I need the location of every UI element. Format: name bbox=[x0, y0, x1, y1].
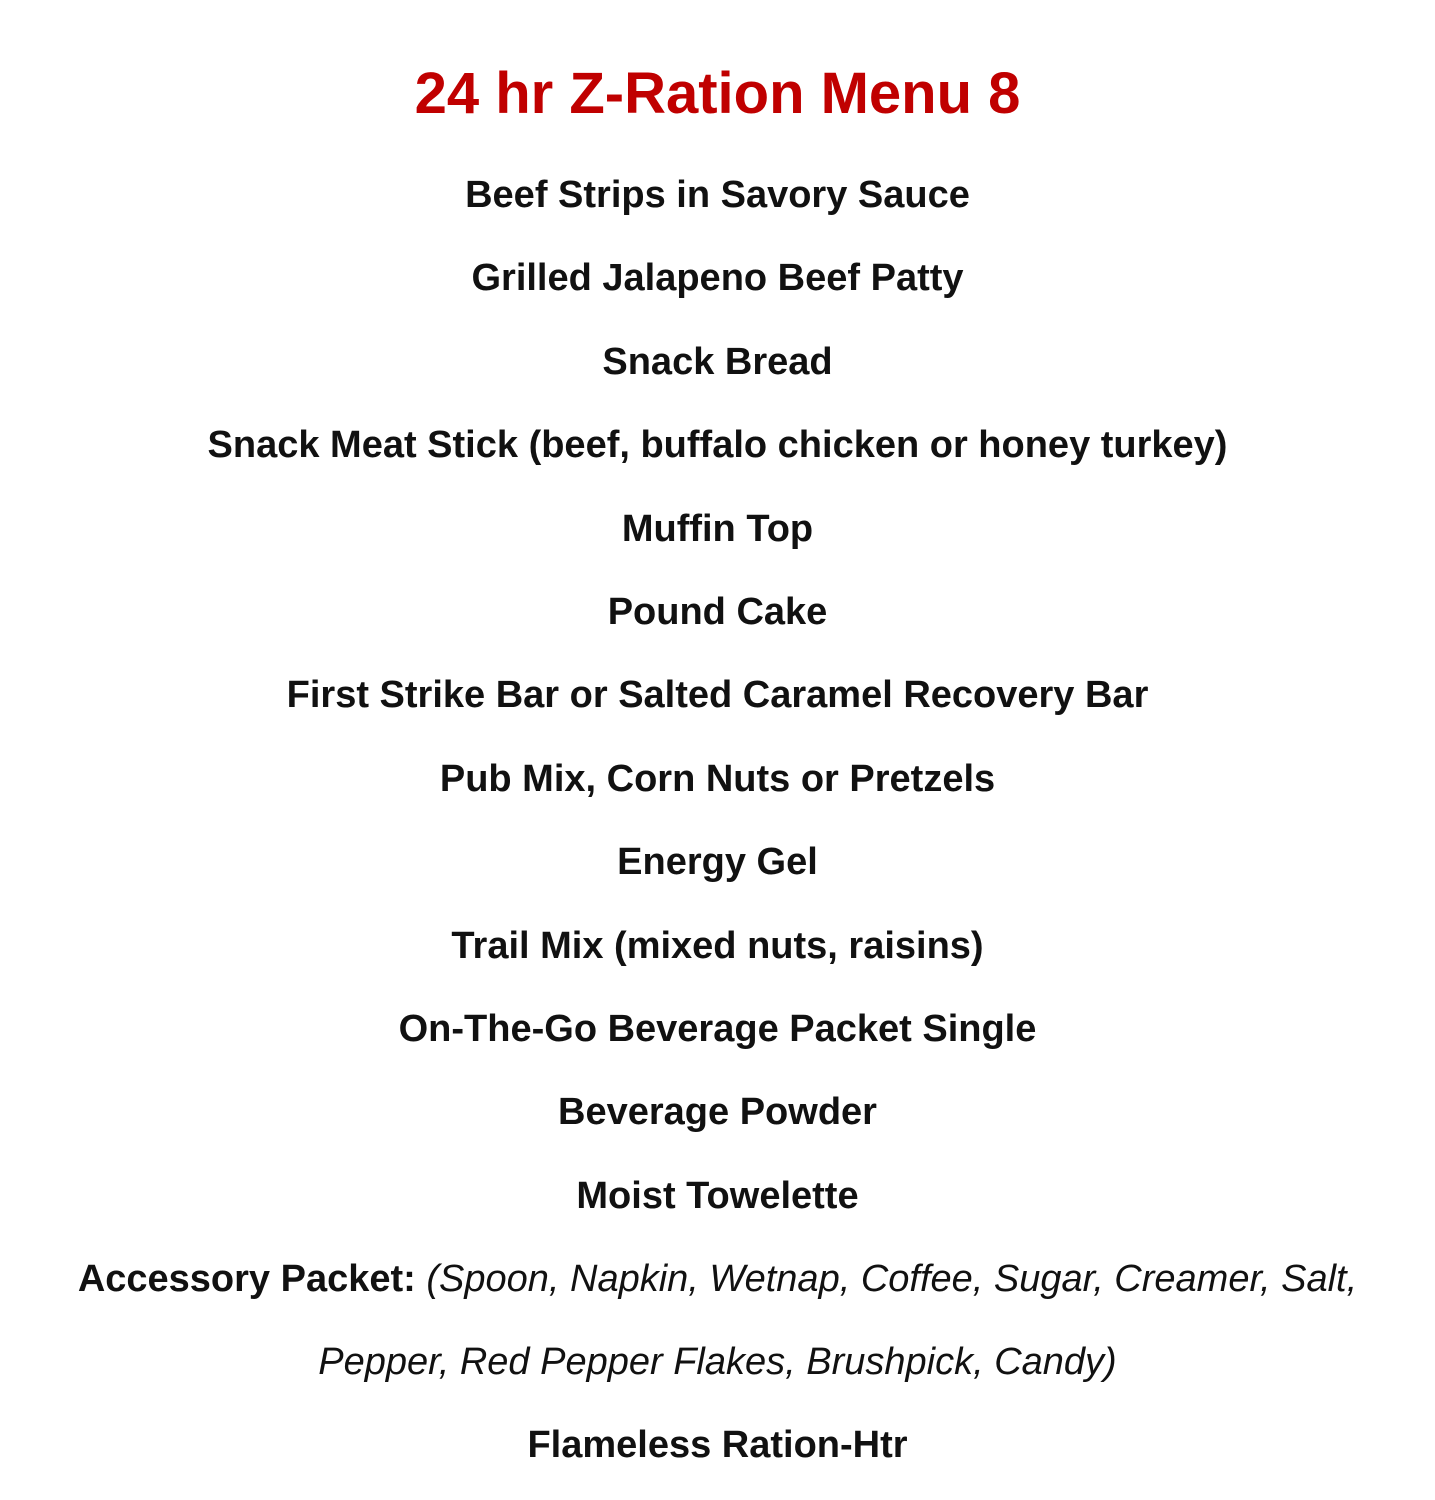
menu-item: First Strike Bar or Salted Caramel Recovery Bar bbox=[286, 674, 1149, 717]
final-menu-item: Flameless Ration-Htr bbox=[527, 1424, 908, 1466]
accessory-line-1 bbox=[0, 1252, 1435, 1335]
menu-list bbox=[0, 168, 1435, 1252]
accessory-packet bbox=[0, 1252, 1435, 1418]
menu-item: Muffin Top bbox=[621, 507, 814, 550]
menu-item: Beverage Powder bbox=[558, 1091, 877, 1134]
menu-item: Snack Meat Stick (beef, buffalo chicken or honey turkey) bbox=[207, 424, 1228, 467]
menu-item: Trail Mix (mixed nuts, raisins) bbox=[451, 924, 984, 967]
accessory-items-line-2: Pepper, Red Pepper Flakes, Brushpick, Candy) bbox=[318, 1341, 1117, 1383]
menu-item: Pound Cake bbox=[607, 590, 828, 633]
menu-item: On-The-Go Beverage Packet Single bbox=[398, 1007, 1037, 1050]
menu-item: Moist Towelette bbox=[576, 1174, 859, 1217]
menu-item: Pub Mix, Corn Nuts or Pretzels bbox=[439, 757, 996, 800]
accessory-label: Accessory Packet: bbox=[77, 1258, 416, 1300]
menu-item: Grilled Jalapeno Beef Patty bbox=[471, 257, 964, 300]
page-title: 24 hr Z-Ration Menu 8 bbox=[414, 61, 1021, 126]
menu-item: Snack Bread bbox=[602, 340, 833, 383]
accessory-items-line-1: (Spoon, Napkin, Wetnap, Coffee, Sugar, Creamer, Salt, bbox=[426, 1258, 1358, 1300]
menu-item: Beef Strips in Savory Sauce bbox=[465, 174, 970, 216]
menu-item: Energy Gel bbox=[617, 841, 818, 884]
